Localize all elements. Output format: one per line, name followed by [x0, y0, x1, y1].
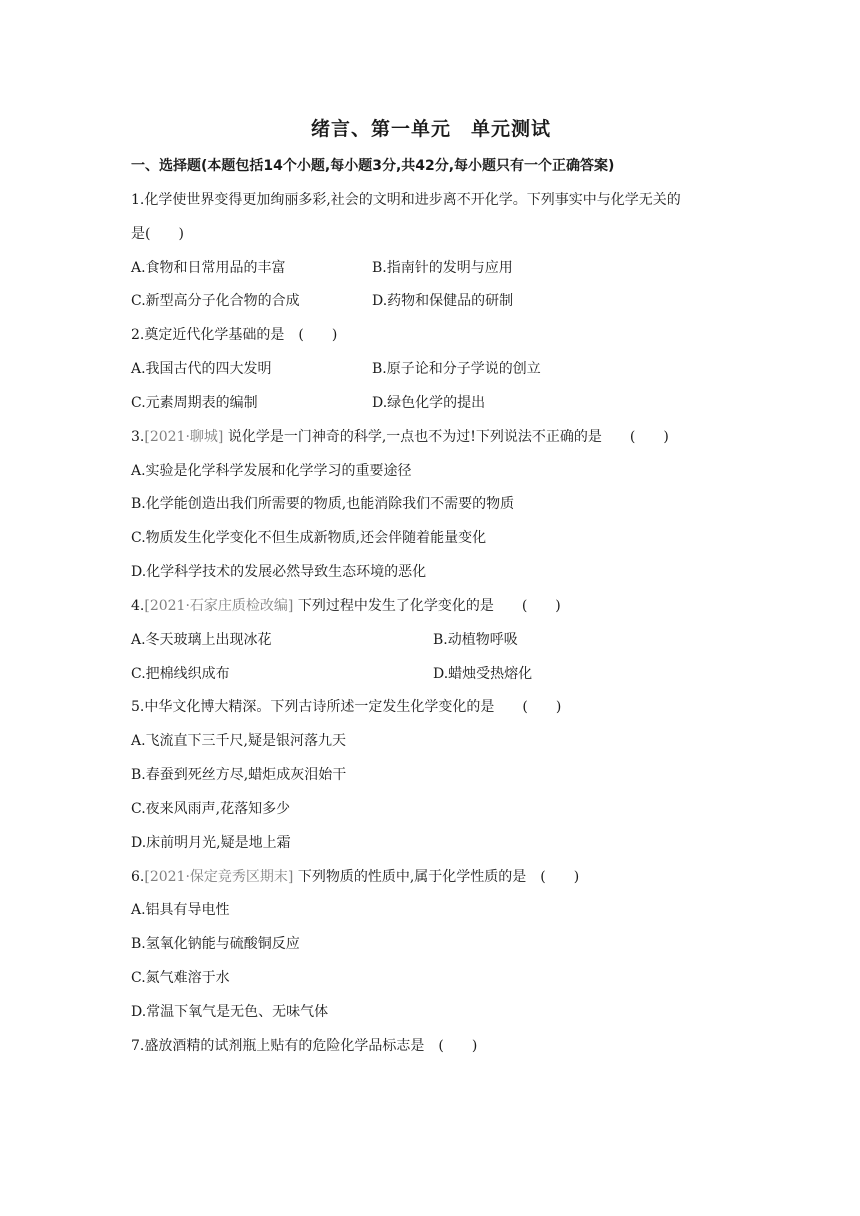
question-2-stem: 2.奠定近代化学基础的是 ( ) — [131, 327, 338, 343]
answer-paren: ( ) — [521, 598, 561, 614]
question-5-option-c: C.夜来风雨声,花落知多少 — [131, 801, 291, 817]
answer-paren: ( ) — [540, 869, 580, 885]
question-1-stem-cont: 是( ) — [131, 226, 184, 242]
question-4-option-d: D.蜡烛受热熔化 — [433, 666, 533, 682]
question-4-option-b: B.动植物呼吸 — [433, 632, 518, 648]
question-3-stem: 3.[2021·聊城] 说化学是一门神奇的科学,一点也不为过!下列说法不正确的是 ( ) — [131, 429, 669, 445]
question-5-option-d: D.床前明月光,疑是地上霜 — [131, 835, 291, 851]
answer-paren: ( ) — [145, 226, 184, 242]
answer-paren: ( ) — [522, 699, 562, 715]
question-3-option-c: C.物质发生化学变化不但生成新物质,还会伴随着能量变化 — [131, 530, 487, 546]
question-6-option-d: D.常温下氧气是无色、无味气体 — [131, 1004, 329, 1020]
question-5-option-b: B.春蚕到死丝方尽,蜡炬成灰泪始干 — [131, 767, 347, 783]
question-6-stem: 6.[2021·保定竞秀区期末] 下列物质的性质中,属于化学性质的是 ( ) — [131, 869, 580, 885]
answer-paren: ( ) — [438, 1038, 478, 1054]
question-2-option-c: C.元素周期表的编制 — [131, 395, 258, 411]
question-3-option-b: B.化学能创造出我们所需要的物质,也能消除我们不需要的物质 — [131, 496, 515, 512]
question-4-option-a: A.冬天玻璃上出现冰花 — [131, 632, 272, 648]
question-1-option-d: D.药物和保健品的研制 — [372, 293, 514, 309]
question-6-option-a: A.铝具有导电性 — [131, 902, 230, 918]
question-source: [2021·石家庄质检改编] — [144, 598, 294, 614]
question-6-option-c: C.氮气难溶于水 — [131, 970, 230, 986]
question-4-stem: 4.[2021·石家庄质检改编] 下列过程中发生了化学变化的是 ( ) — [131, 598, 561, 614]
section-heading: 一、选择题(本题包括14个小题,每小题3分,共42分,每小题只有一个正确答案) — [131, 158, 615, 174]
question-7-stem: 7.盛放酒精的试剂瓶上贴有的危险化学品标志是 ( ) — [131, 1038, 478, 1054]
question-6-option-b: B.氢氧化钠能与硫酸铜反应 — [131, 936, 300, 952]
question-1-stem: 1.化学使世界变得更加绚丽多彩,社会的文明和进步离不开化学。下列事实中与化学无关的 — [131, 192, 681, 208]
question-1-option-b: B.指南针的发明与应用 — [372, 260, 513, 276]
question-2-option-a: A.我国古代的四大发明 — [131, 361, 272, 377]
question-1-option-a: A.食物和日常用品的丰富 — [131, 260, 286, 276]
question-3-option-d: D.化学科学技术的发展必然导致生态环境的恶化 — [131, 564, 427, 580]
question-source: [2021·保定竞秀区期末] — [144, 869, 294, 885]
question-1-option-c: C.新型高分子化合物的合成 — [131, 293, 300, 309]
question-2-option-b: B.原子论和分子学说的创立 — [372, 361, 541, 377]
question-3-option-a: A.实验是化学科学发展和化学学习的重要途径 — [131, 463, 412, 479]
question-source: [2021·聊城] — [144, 429, 224, 445]
answer-paren: ( ) — [629, 429, 669, 445]
question-5-option-a: A.飞流直下三千尺,疑是银河落九天 — [131, 733, 347, 749]
page-title: 绪言、第一单元 单元测试 — [310, 118, 551, 140]
answer-paren: ( ) — [298, 327, 338, 343]
question-5-stem: 5.中华文化博大精深。下列古诗所述一定发生化学变化的是 ( ) — [131, 699, 562, 715]
question-4-option-c: C.把棉线织成布 — [131, 666, 230, 682]
question-2-option-d: D.绿色化学的提出 — [372, 395, 486, 411]
